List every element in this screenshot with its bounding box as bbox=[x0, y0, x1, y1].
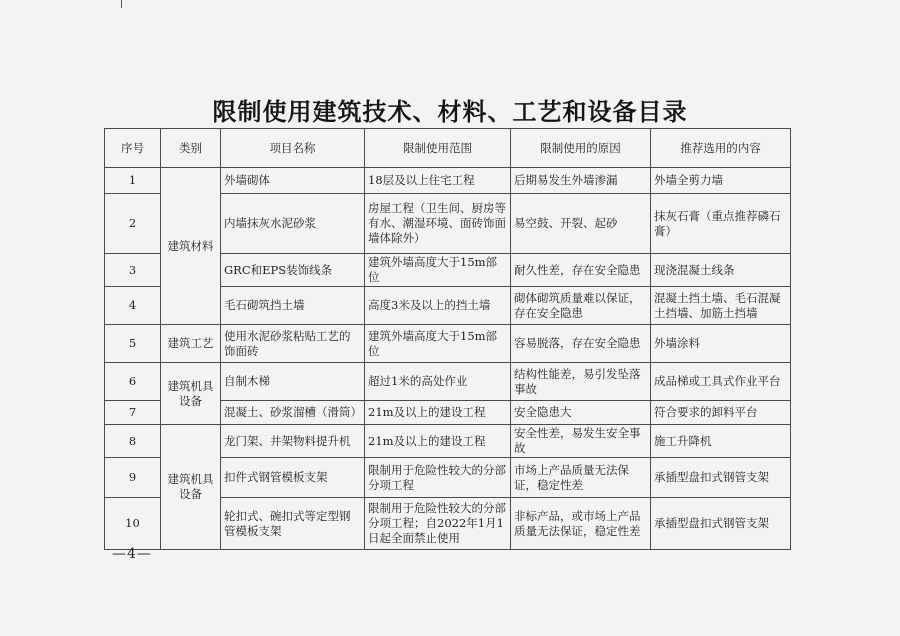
category-cell: 建筑机具设备 bbox=[161, 363, 221, 425]
table-row bbox=[105, 325, 791, 363]
row-item: GRC和EPS装饰线条 bbox=[221, 254, 365, 287]
row-no: 3 bbox=[105, 254, 161, 287]
table-header-row bbox=[105, 129, 791, 168]
row-recommend: 外墙涂料 bbox=[651, 325, 791, 363]
header-no: 序号 bbox=[105, 129, 161, 168]
row-recommend: 施工升降机 bbox=[651, 425, 791, 458]
table-row bbox=[105, 425, 791, 458]
row-item: 外墙砌体 bbox=[221, 168, 365, 194]
row-item: 毛石砌筑挡土墙 bbox=[221, 287, 365, 325]
page-number: —4— bbox=[112, 546, 152, 562]
row-reason: 安全性差，易发生安全事故 bbox=[511, 425, 651, 458]
row-scope: 超过1米的高处作业 bbox=[365, 363, 511, 401]
header-scope: 限制使用范围 bbox=[365, 129, 511, 168]
row-scope: 21m及以上的建设工程 bbox=[365, 401, 511, 425]
header-category: 类别 bbox=[161, 129, 221, 168]
row-item: 使用水泥砂浆粘贴工艺的饰面砖 bbox=[221, 325, 365, 363]
row-scope: 房屋工程（卫生间、厨房等有水、潮湿环境、面砖饰面墙体除外） bbox=[365, 194, 511, 254]
category-cell: 建筑机具设备 bbox=[161, 425, 221, 550]
row-recommend: 混凝土挡土墙、毛石混凝土挡墙、加筋土挡墙 bbox=[651, 287, 791, 325]
page-title: 限制使用建筑技术、材料、工艺和设备目录 bbox=[212, 97, 688, 126]
row-no: 6 bbox=[105, 363, 161, 401]
table-row bbox=[105, 168, 791, 194]
category-cell: 建筑材料 bbox=[161, 168, 221, 325]
row-recommend: 成品梯或工具式作业平台 bbox=[651, 363, 791, 401]
row-recommend: 承插型盘扣式钢管支架 bbox=[651, 498, 791, 550]
row-no: 8 bbox=[105, 425, 161, 458]
row-scope: 21m及以上的建设工程 bbox=[365, 425, 511, 458]
row-no: 10 bbox=[105, 498, 161, 550]
row-item: 轮扣式、碗扣式等定型钢管模板支架 bbox=[221, 498, 365, 550]
header-reason: 限制使用的原因 bbox=[511, 129, 651, 168]
row-no: 1 bbox=[105, 168, 161, 194]
row-reason: 安全隐患大 bbox=[511, 401, 651, 425]
row-reason: 容易脱落，存在安全隐患 bbox=[511, 325, 651, 363]
header-item: 项目名称 bbox=[221, 129, 365, 168]
restriction-table bbox=[104, 128, 791, 550]
row-recommend: 符合要求的卸料平台 bbox=[651, 401, 791, 425]
row-no: 2 bbox=[105, 194, 161, 254]
row-reason: 非标产品，或市场上产品质量无法保证，稳定性差 bbox=[511, 498, 651, 550]
row-scope: 高度3米及以上的挡土墙 bbox=[365, 287, 511, 325]
row-scope: 18层及以上住宅工程 bbox=[365, 168, 511, 194]
row-item: 自制木梯 bbox=[221, 363, 365, 401]
row-no: 5 bbox=[105, 325, 161, 363]
row-no: 9 bbox=[105, 458, 161, 498]
header-recommend: 推荐选用的内容 bbox=[651, 129, 791, 168]
row-reason: 耐久性差，存在安全隐患 bbox=[511, 254, 651, 287]
row-recommend: 现浇混凝土线条 bbox=[651, 254, 791, 287]
row-item: 扣件式钢管模板支架 bbox=[221, 458, 365, 498]
row-scope: 建筑外墙高度大于15m部位 bbox=[365, 254, 511, 287]
row-item: 混凝土、砂浆溜槽（滑筒） bbox=[221, 401, 365, 425]
category-cell: 建筑工艺 bbox=[161, 325, 221, 363]
row-reason: 易空鼓、开裂、起砂 bbox=[511, 194, 651, 254]
row-no: 7 bbox=[105, 401, 161, 425]
row-item: 内墙抹灰水泥砂浆 bbox=[221, 194, 365, 254]
row-recommend: 外墙全剪力墙 bbox=[651, 168, 791, 194]
scan-edge-mark bbox=[121, 0, 122, 8]
row-scope: 建筑外墙高度大于15m部位 bbox=[365, 325, 511, 363]
row-scope: 限制用于危险性较大的分部分项工程；自2022年1月1日起全面禁止使用 bbox=[365, 498, 511, 550]
row-reason: 市场上产品质量无法保证，稳定性差 bbox=[511, 458, 651, 498]
row-reason: 后期易发生外墙渗漏 bbox=[511, 168, 651, 194]
row-reason: 结构性能差，易引发坠落事故 bbox=[511, 363, 651, 401]
row-no: 4 bbox=[105, 287, 161, 325]
row-recommend: 抹灰石膏（重点推荐磷石膏） bbox=[651, 194, 791, 254]
row-item: 龙门架、井架物料提升机 bbox=[221, 425, 365, 458]
row-recommend: 承插型盘扣式钢管支架 bbox=[651, 458, 791, 498]
table-row bbox=[105, 363, 791, 401]
row-scope: 限制用于危险性较大的分部分项工程 bbox=[365, 458, 511, 498]
row-reason: 砌体砌筑质量难以保证，存在安全隐患 bbox=[511, 287, 651, 325]
